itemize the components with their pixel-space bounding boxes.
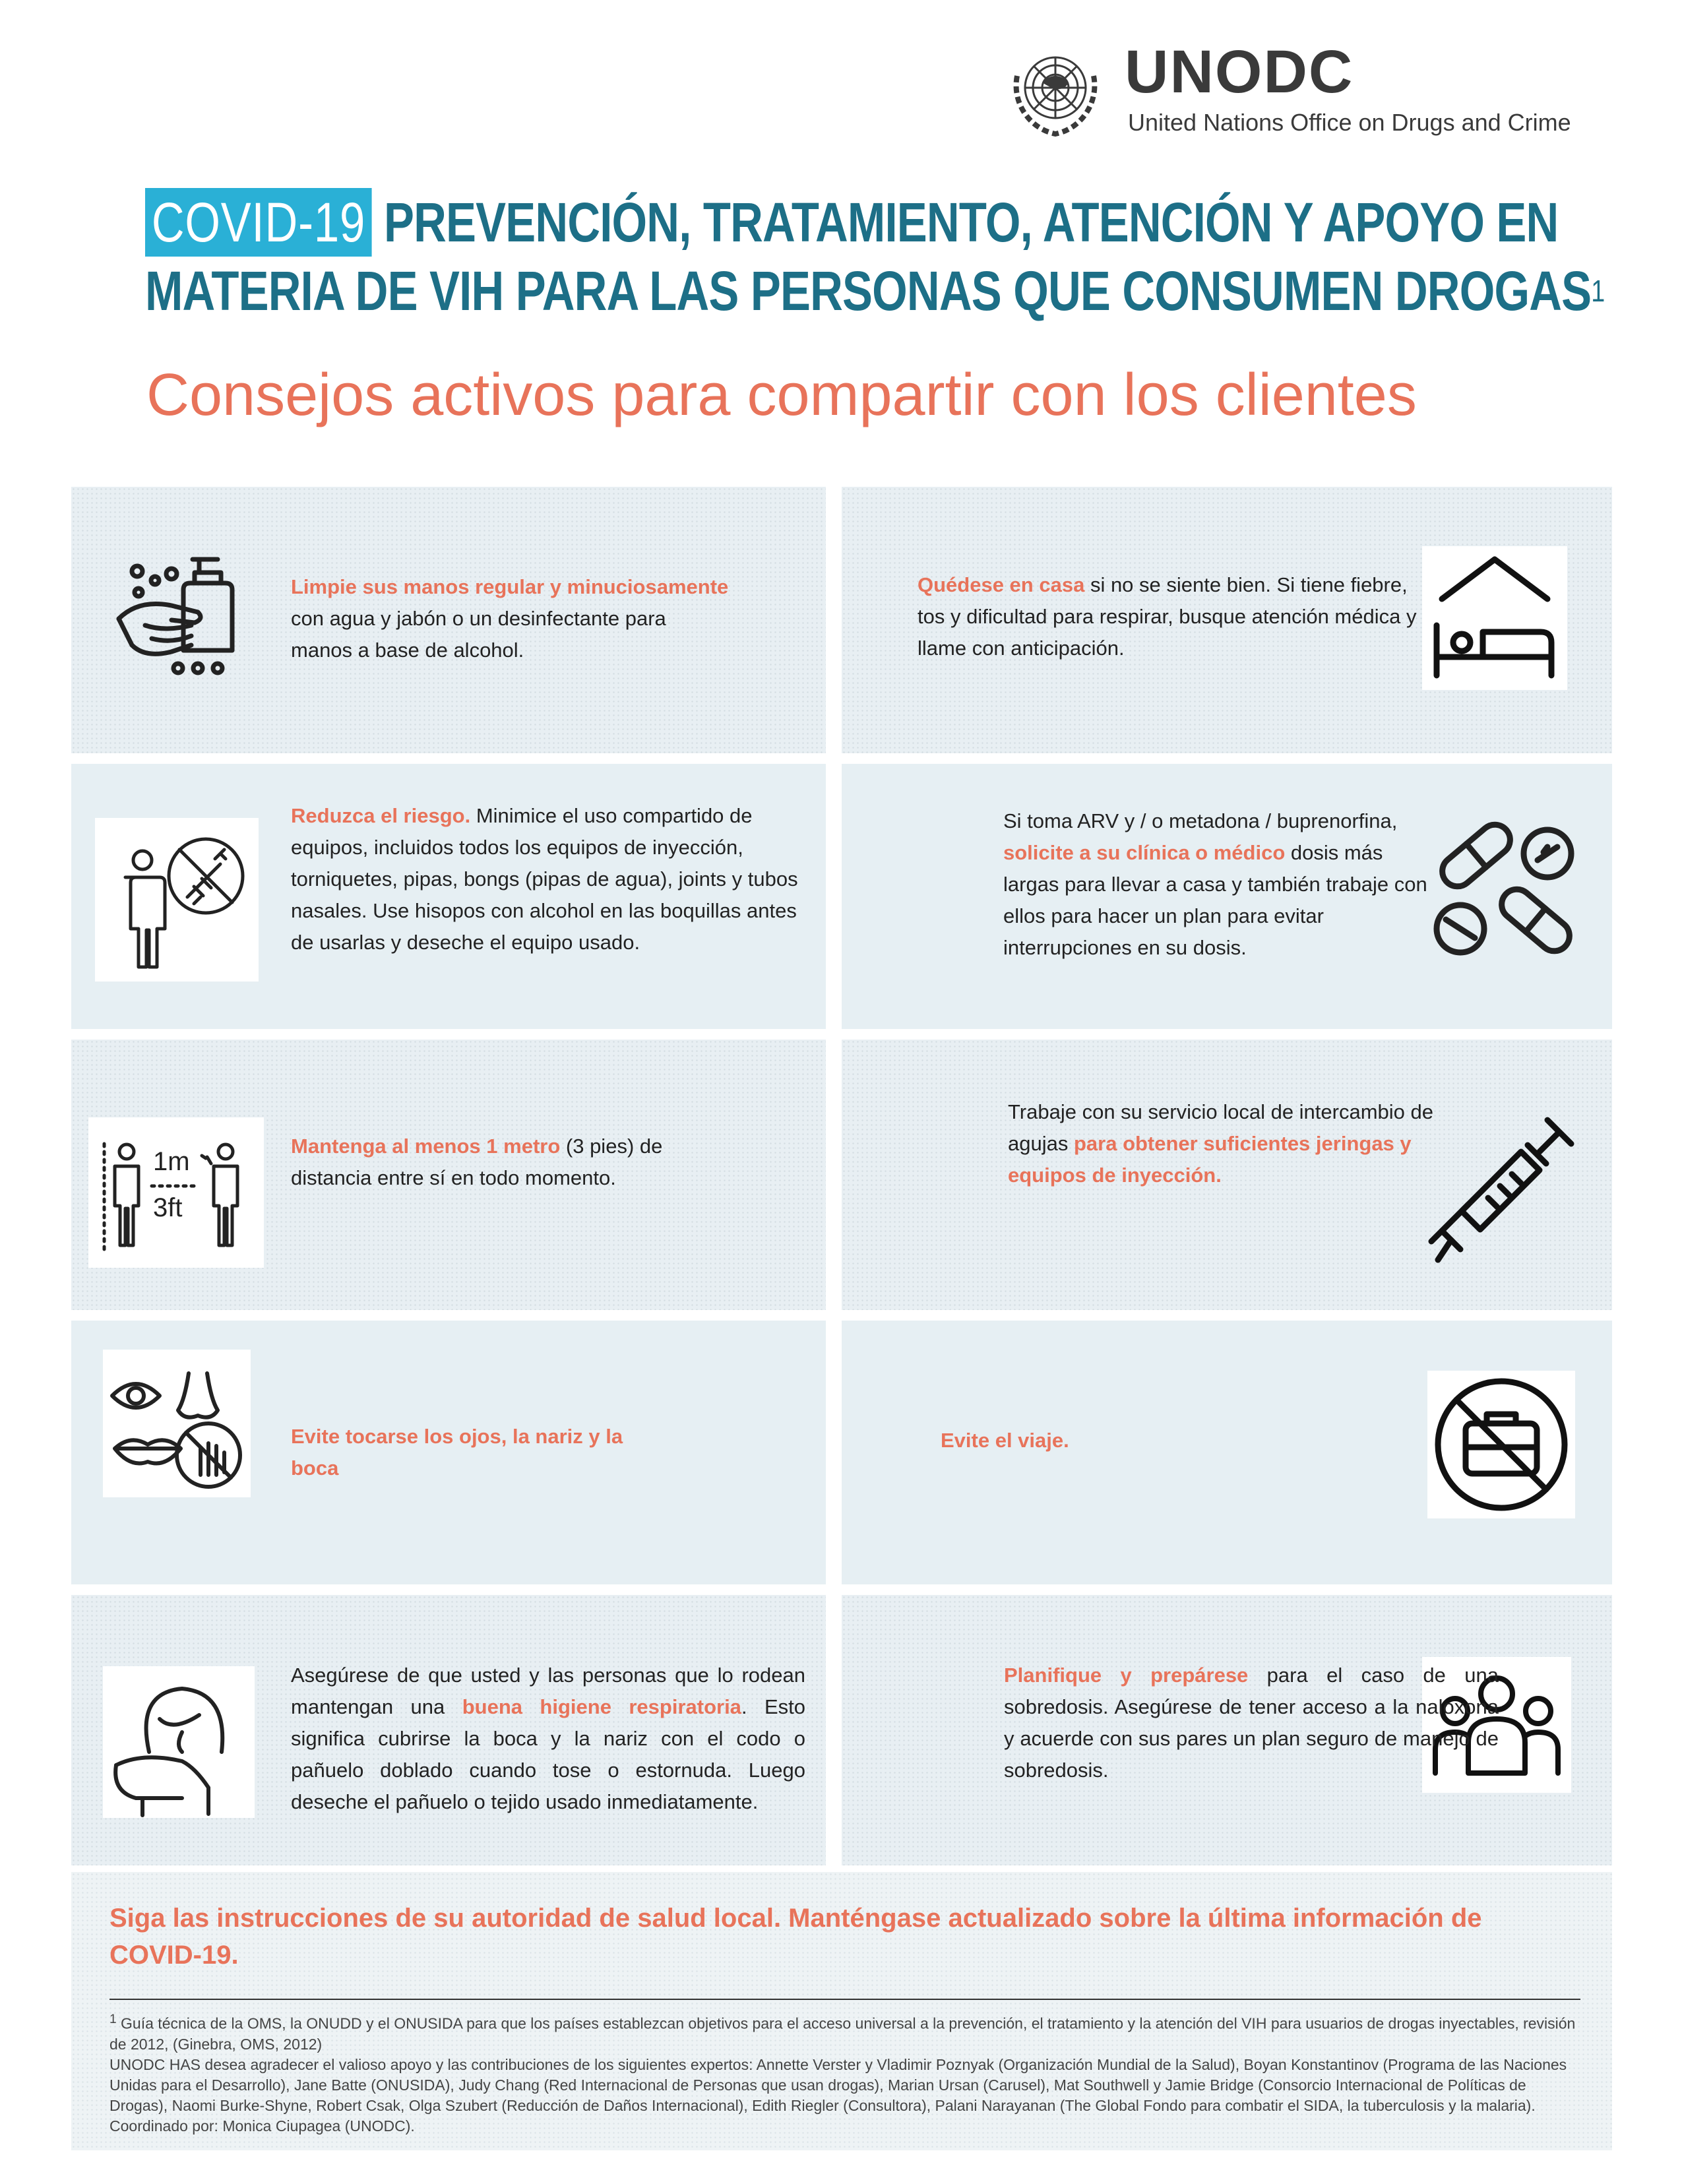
un-emblem-icon [1003,36,1108,142]
card-distance-body: (3 pies) de distancia entre sí en todo momento. [291,1135,663,1189]
page-title [145,188,1605,325]
card-overdose-plan [842,1595,1612,1865]
card-needle-exchange-highlight: para obtener suficientes jeringas y equipos de inyección. [1008,1132,1412,1187]
card-stay-home-body: si no se siente bien. Si tiene fiebre, tos y dificultad para respirar, busque atención médica y llame con anticipación. [918,573,1417,660]
covid-tag: COVID-19 [145,188,372,257]
card-needle-exchange-text [1008,1096,1456,1191]
card-hand-washing-highlight: Limpie sus manos regular y minuciosamente [291,575,729,598]
no-travel-icon [1427,1371,1575,1518]
card-hand-washing-body: con agua y jabón o un desinfectante para manos a base de alcohol. [291,607,666,662]
card-stay-home [842,487,1612,753]
card-arv-text [1003,805,1439,964]
card-reduce-risk-body: Minimice el uso compartido de equipos, incluidos todos los equipos de inyección, torniquetes, pipas, bongs (pipas de agua), joints y tubos nasales. Use hisopos con alcohol en las boquillas antes de usarlas y deseche el equipo usado. [291,804,798,954]
card-arv-body-after: dosis más largas para llevar a casa y también trabaje con ellos para hacer un plan para evitar interrupciones en su dosis. [1003,841,1427,959]
footer-message: Siga las instrucciones de su autoridad de salud local. Manténgase actualizado sobre la última información de COVID-19. [109,1904,1482,1970]
card-distance-text [291,1131,726,1194]
distance-icon-metric: 1m [153,1147,190,1176]
cough-elbow-icon [103,1666,255,1818]
card-distance [71,1040,826,1310]
card-avoid-travel-highlight: Evite el viaje. [941,1429,1069,1452]
card-reduce-risk-text [291,800,805,958]
card-respiratory-hygiene-body-after: . Esto significa cubrirse la boca y la nariz con el codo o pañuelo doblado cuando tose o estornuda. Luego deseche el pañuelo o tejido usado inmediatamente. [291,1695,806,1813]
card-hand-washing-text [291,571,733,666]
footnote-mark: 1 [109,2012,117,2026]
card-needle-exchange [842,1040,1612,1310]
footnote-text: Guía técnica de la OMS, la ONUDD y el ONUSIDA para que los países establezcan objetivos para el acceso universal a la prevención, el tratamiento y la atención del VIH para usuarios de drogas inyectables, revisión de 2012, (Ginebra, OMS, 2012) [109,2014,1576,2053]
card-avoid-travel [842,1321,1612,1584]
title-line-2-text: MATERIA DE VIH PARA LAS PERSONAS QUE CONSUMEN DROGAS [145,260,1592,322]
title-line-2 [145,257,1605,325]
no-sharing-syringe-icon [95,818,259,982]
acknowledgement-text: UNODC HAS desea agradecer el valioso apoyo y las contribuciones de los siguientes expertos: Annette Verster y Vladimir Poznyak (Organización Mundial de la Salud), Boyan Konstantinov (Programa de las Naciones Unidas para el Desarrollo), Jane Batte (ONUSIDA), Judy Chang (Red Internacional de Personas que usan drogas), Marian Ursan (Carusel), Mat Southwell y Jamie Bridge (Consorcio Internacional de Políticas de Drogas), Naomi Burke-Shyne, Robert Csak, Olga Szubert (Reducción de Daños Internacional), Edith Riegler (Consultora), Palani Narayanan (The Global Fondo para combatir el SIDA, la tuberculosis y la malaria). Coordinado por: Monica Ciupagea (UNODC). [109,2055,1567,2135]
card-hand-washing [71,487,826,753]
card-arv [842,764,1612,1029]
logo-fullname: United Nations Office on Drugs and Crime [1128,109,1571,136]
hand-washing-icon [106,546,257,678]
card-reduce-risk-highlight: Reduzca el riesgo. [291,804,471,827]
title-footnote-mark: 1 [1591,274,1605,308]
footer-section [71,1872,1612,2150]
card-stay-home-highlight: Quédese en casa [918,573,1085,596]
card-arv-highlight: solicite a su clínica o médico [1003,841,1286,864]
card-avoid-touching [71,1321,826,1584]
distance-icon [88,1117,264,1268]
unodc-logo [1003,36,1583,142]
card-overdose-plan-text [1004,1660,1499,1786]
card-respiratory-hygiene-highlight: buena higiene respiratoria [462,1695,741,1718]
card-respiratory-hygiene [71,1595,826,1865]
distance-icon-imperial: 3ft [153,1193,183,1222]
card-avoid-travel-text [941,1425,1336,1456]
card-needle-exchange-body: Trabaje con su servicio local de intercambio de agujas [1008,1100,1434,1155]
card-stay-home-text [918,569,1419,664]
card-overdose-plan-highlight: Planifique y prepárese [1004,1664,1249,1687]
page-subtitle: Consejos activos para compartir con los clientes [146,362,1417,428]
logo-acronym: UNODC [1125,38,1354,106]
card-arv-body-before: Si toma ARV y / o metadona / buprenorfina, [1003,809,1398,832]
footer-divider [109,1999,1580,2000]
footnotes [109,2009,1587,2137]
card-respiratory-hygiene-body-before: Asegúrese de que usted y las personas que lo rodean mantengan una [291,1664,805,1718]
card-distance-highlight: Mantenga al menos 1 metro [291,1135,561,1158]
pills-icon [1422,807,1584,970]
footnote-reference [109,2009,1587,2055]
card-reduce-risk [71,764,826,1029]
card-overdose-plan-body: para el caso de una sobredosis. Asegúrese de tener acceso a la naloxona y acuerde con sus pares un plan seguro de manejo de sobredosis. [1004,1664,1499,1782]
card-avoid-touching-highlight: Evite tocarse los ojos, la nariz y la boca [291,1425,623,1480]
title-line-1-text: PREVENCIÓN, TRATAMIENTO, ATENCIÓN Y APOYO EN [383,191,1559,253]
no-touch-face-icon [103,1350,251,1497]
card-avoid-touching-text [291,1421,634,1484]
title-line-1 [145,188,1559,257]
house-bed-icon [1422,546,1567,690]
card-respiratory-hygiene-text [291,1660,805,1818]
